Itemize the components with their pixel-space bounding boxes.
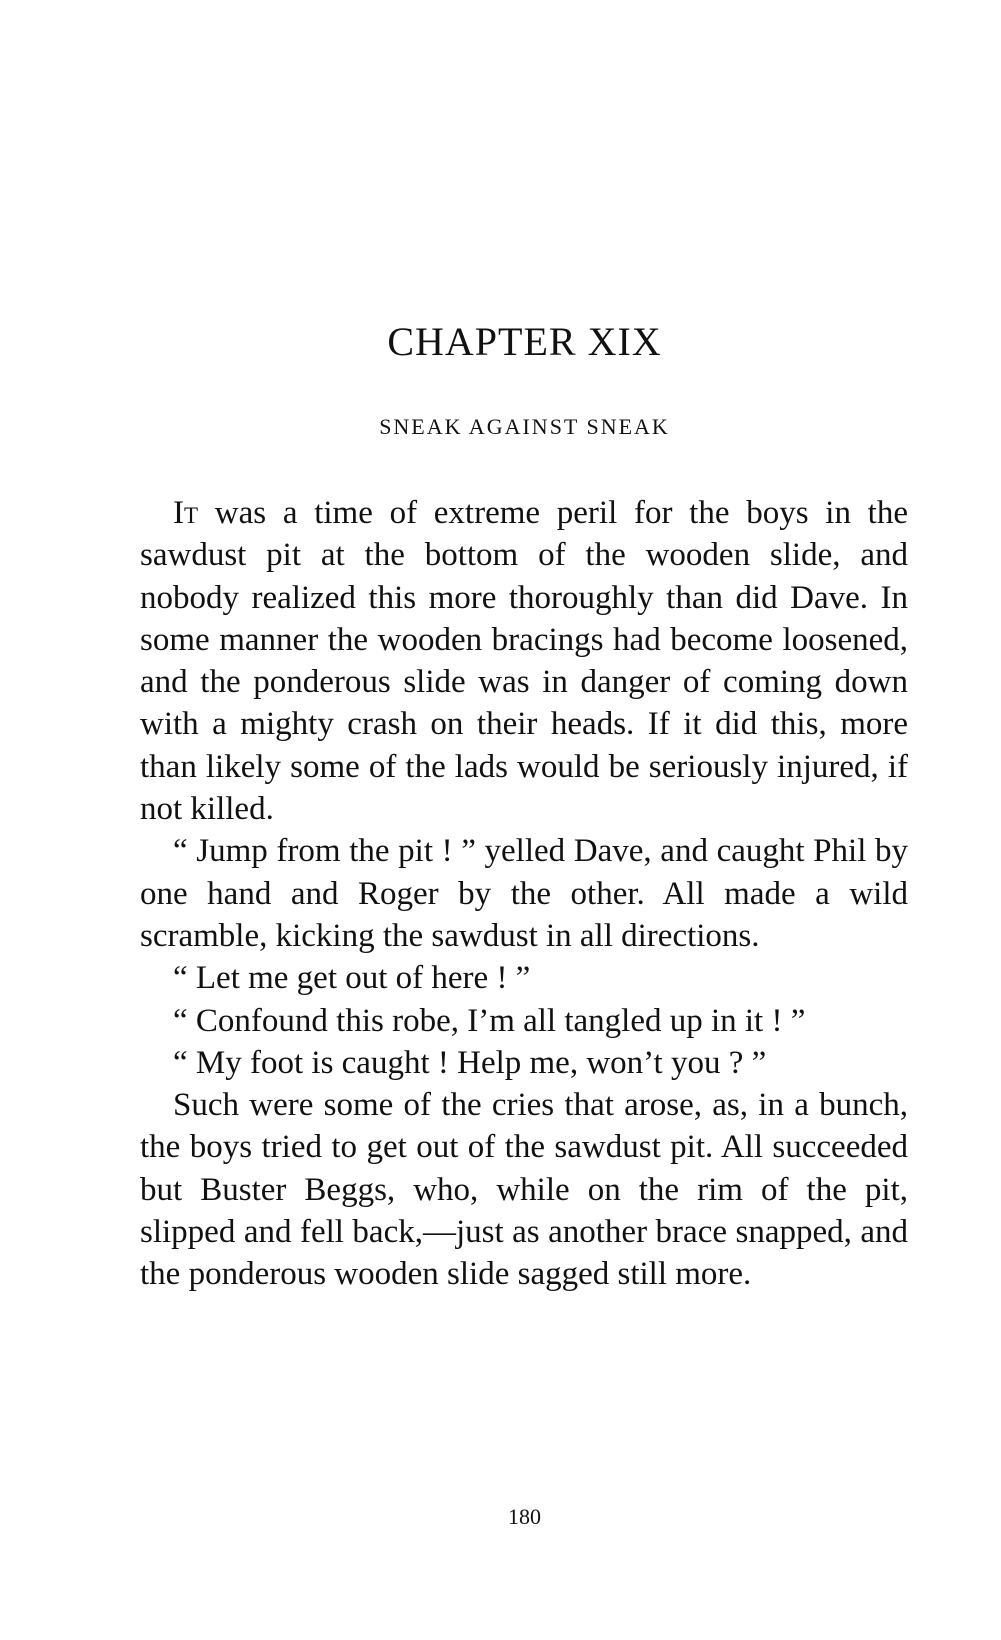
paragraph-6: Such were some of the cries that arose, as, in a bunch, the boys tried to get out of the sawdust pit. All succeeded but Buster Beggs, who, while on the rim of the pit, slipped and fell back,—just as another brace snapped, and the ponderous wooden slide sagged still more. xyxy=(140,1087,908,1293)
dropcap-word: It xyxy=(173,495,199,531)
paragraph-1 xyxy=(140,492,908,830)
chapter-body xyxy=(140,492,908,1296)
paragraph-text: was a time of extreme peril for the boys in the sawdust pit at the bottom of the wooden slide, and nobody realized this more thoroughly than did Dave. In some manner the wooden bracings had become loosened, and the ponderous slide was in danger of coming down with a mighty crash on their heads. If it did this, more than likely some of the lads would be seriously injured, if not killed. xyxy=(140,495,908,828)
chapter-subtitle: SNEAK AGAINST SNEAK xyxy=(379,414,670,439)
page-number: 180 xyxy=(508,1504,541,1529)
paragraph-2: “ Jump from the pit ! ” yelled Dave, and caught Phil by one hand and Roger by the other. All made a wild scramble, kicking the sawdust in all directions. xyxy=(140,833,908,954)
paragraph-5: “ My foot is caught ! Help me, won’t you ? ” xyxy=(173,1044,767,1081)
paragraph-3: “ Let me get out of here ! ” xyxy=(173,960,531,997)
paragraph-4: “ Confound this robe, I’m all tangled up in it ! ” xyxy=(173,1002,806,1039)
chapter-title: CHAPTER XIX xyxy=(387,319,662,364)
